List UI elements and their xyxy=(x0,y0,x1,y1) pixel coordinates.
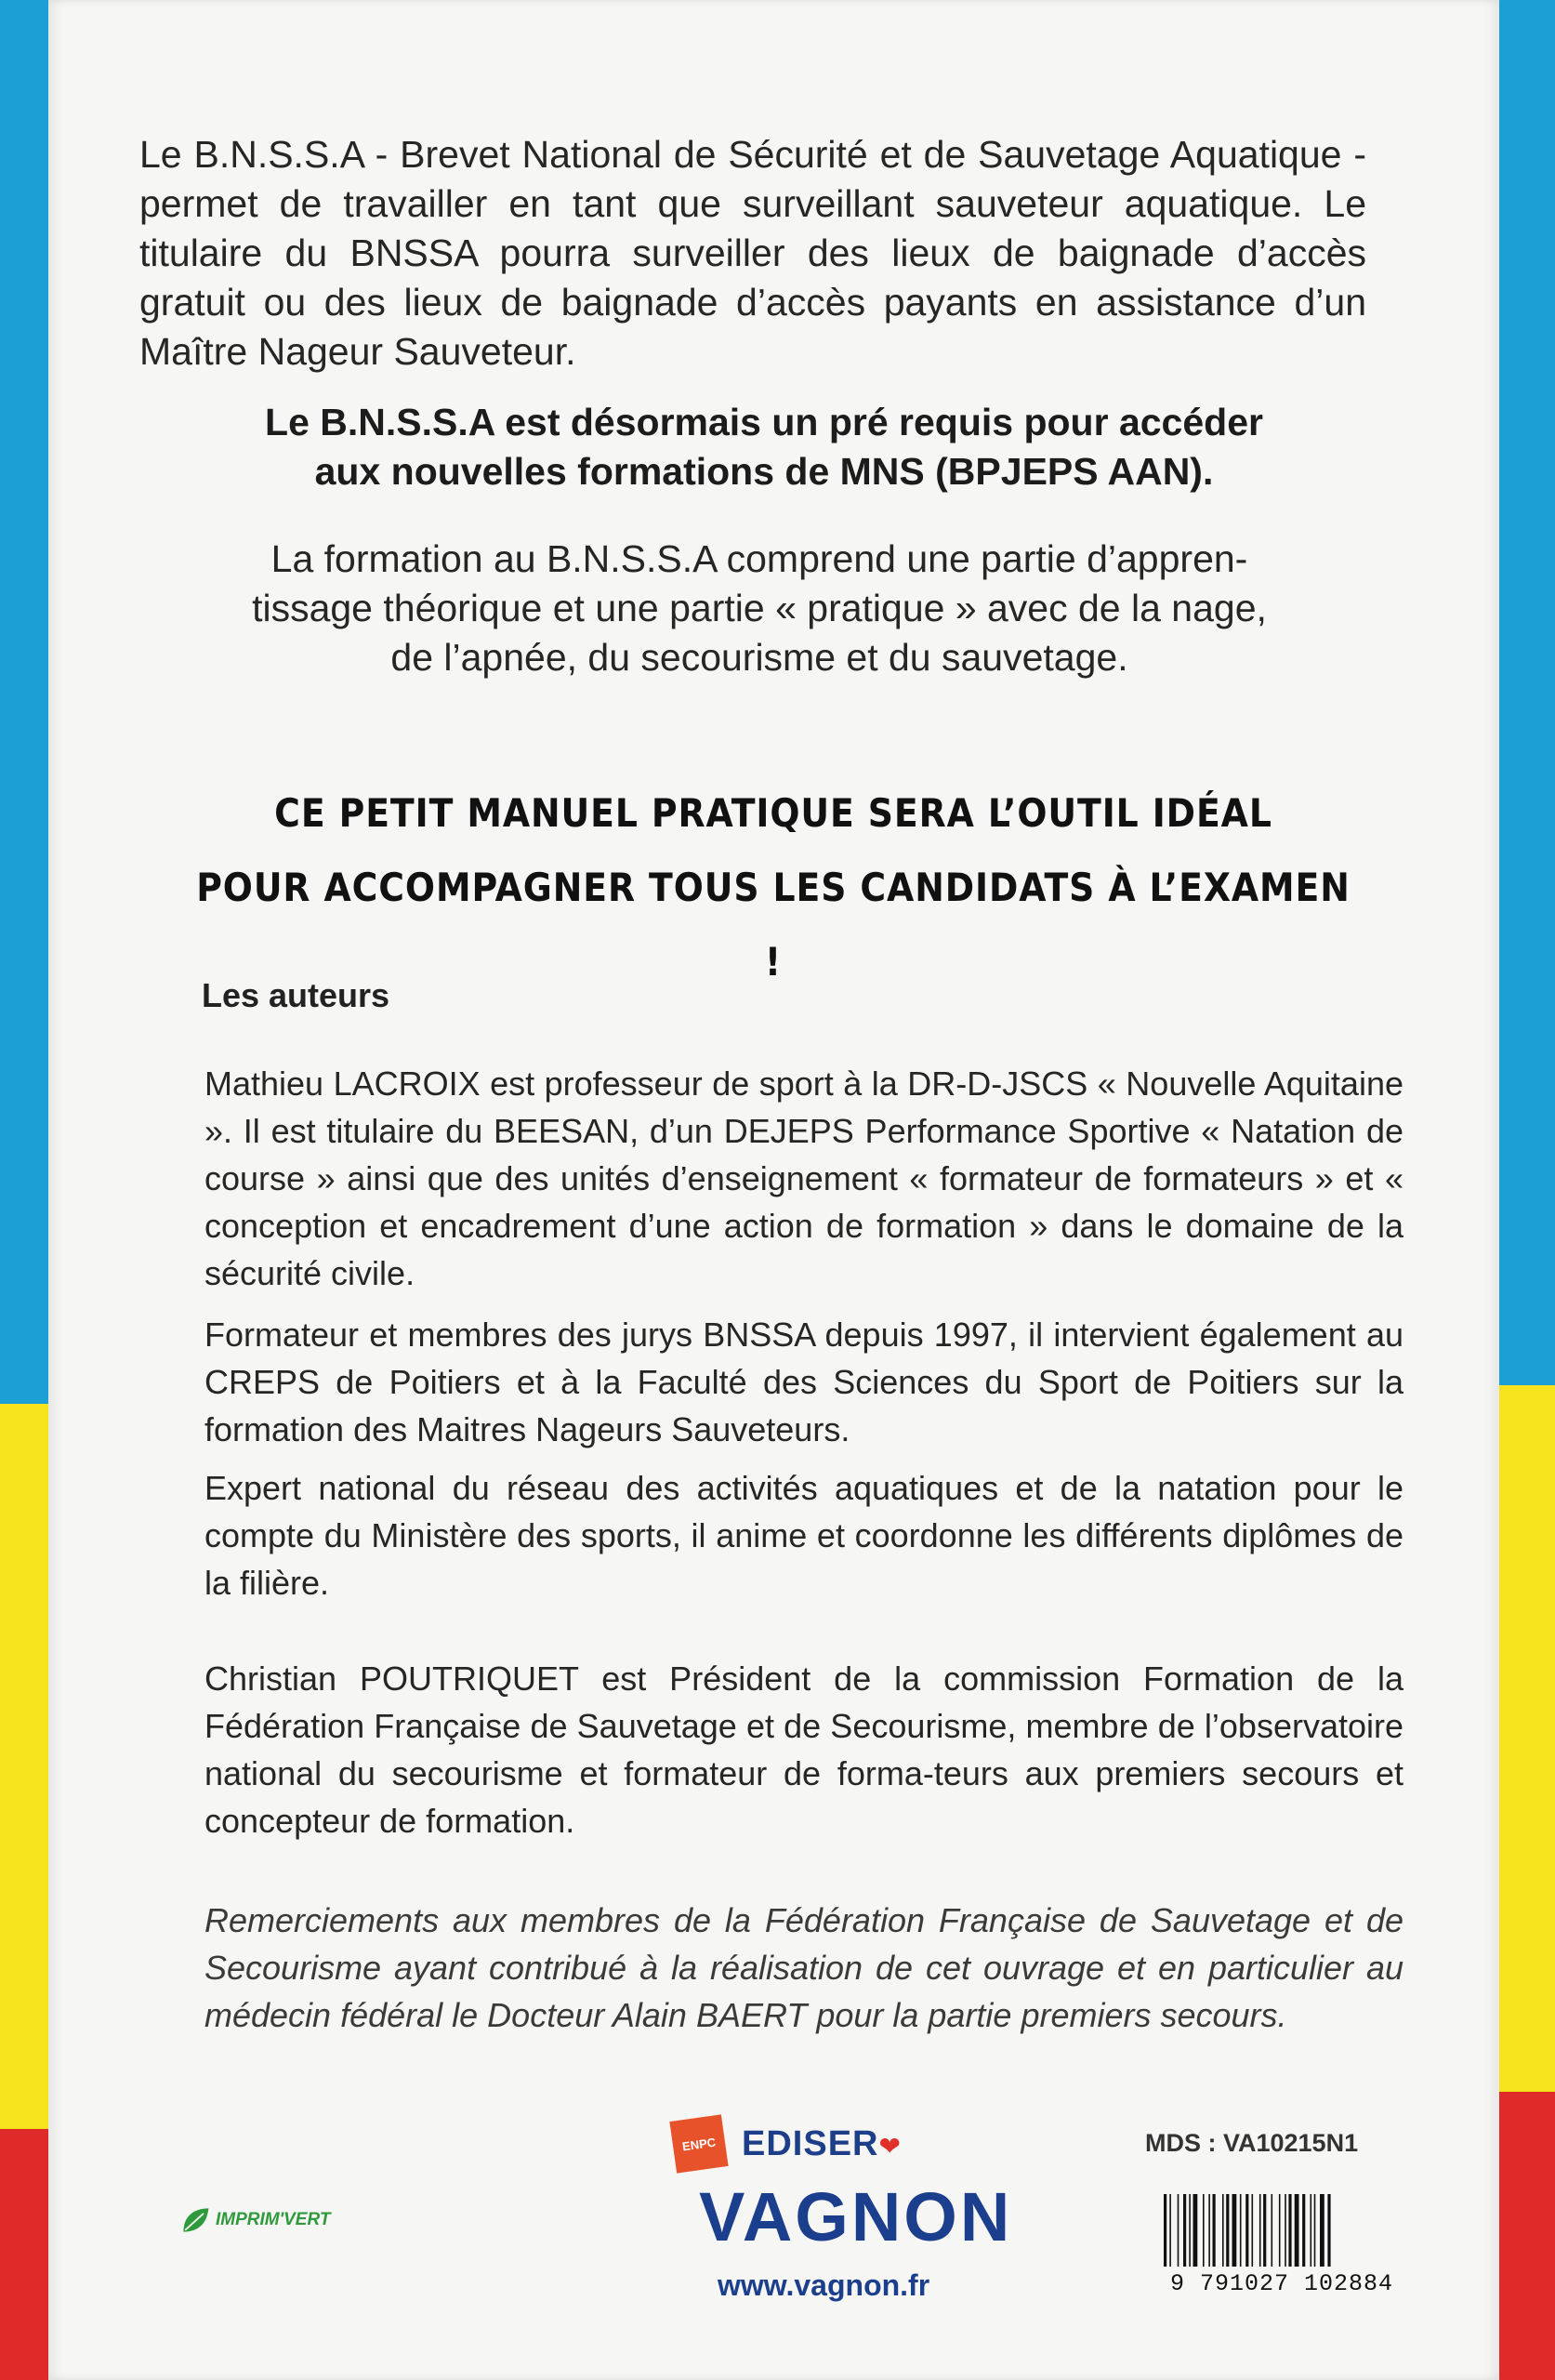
right-band-red xyxy=(1499,2092,1555,2380)
left-band-blue xyxy=(0,0,48,1404)
left-band-yellow xyxy=(0,1404,48,2129)
author-bio-lacroix-expert: Expert national du réseau des activités aquatiques et de la natation pour le compte du Ministère des sports, il anime et coordonne les différents diplômes de la filière. xyxy=(204,1469,1403,1602)
intro-bold-statement xyxy=(151,398,1377,496)
mds-code: MDS : VA10215N1 xyxy=(1145,2129,1359,2157)
vagnon-logo: VAGNON xyxy=(699,2178,1013,2255)
intro-paragraph: Le B.N.S.S.A - Brevet National de Sécurité et de Sauvetage Aquatique - permet de travailler en tant que surveillant sauveteur aquatique. Le titulaire du BNSSA pourra surveiller des lieux de baignade d’accès gratuit ou des lieux de baignade d’accès payants en assistance d’un Maître Nageur Sauveteur. xyxy=(139,133,1366,373)
author-bio-lacroix-jury: Formateur et membres des jurys BNSSA depuis 1997, il intervient également au CREPS de Poitiers et à la Faculté des Sciences du Sport de Poitiers sur la formation des Maitres Nageurs Sauveteurs. xyxy=(204,1316,1403,1448)
barcode-bars xyxy=(1160,2194,1403,2267)
left-color-band xyxy=(0,0,48,2380)
authors-heading: Les auteurs xyxy=(202,976,390,1014)
barcode xyxy=(1160,2194,1403,2297)
imprimvert-logo xyxy=(178,2203,330,2237)
right-color-band xyxy=(1499,0,1555,2380)
heart-icon: ❤ xyxy=(878,2131,901,2161)
acknowledgements: Remerciements aux membres de la Fédération Française de Sauvetage et de Secourisme ayant contribué à la réalisation de cet ouvrage et en particulier au médecin fédéral le Docteur Alain BAERT pour la partie premiers secours. xyxy=(204,1901,1403,2034)
right-band-blue xyxy=(1499,0,1555,1385)
formation-line-1: La formation au B.N.S.S.A comprend une partie d’appren- xyxy=(270,537,1248,580)
author-bio-poutriquet: Christian POUTRIQUET est Président de la commission Formation de la Fédération Française de Sauvetage et de Secourisme, membre de l’observatoire national du secourisme et formateur de forma-teurs aux premiers secours et concepteur de formation. xyxy=(204,1659,1403,1840)
formation-line-3: de l’apnée, du secourisme et du sauvetage. xyxy=(390,636,1128,679)
author-bio-lacroix: Mathieu LACROIX est professeur de sport à la DR-D-JSCS « Nouvelle Aquitaine ». Il est titulaire du BEESAN, d’un DEJEPS Performance Sportive « Natation de course » ainsi que des unités d’enseignement « formateur de formateurs » et « conception et encadrement d’une action de formation » dans le domaine de la sécurité civile. xyxy=(204,1064,1403,1292)
enpc-logo: ENPC xyxy=(669,2114,728,2173)
leaf-icon xyxy=(178,2203,212,2237)
back-cover-page xyxy=(48,0,1499,2380)
right-band-yellow xyxy=(1499,1385,1555,2092)
ediser-label: EDISER xyxy=(742,2123,879,2163)
headline-line-2: POUR ACCOMPAGNER TOUS LES CANDIDATS À L’EXAMEN ! xyxy=(196,865,1351,985)
isbn-number: 9 791027 102884 xyxy=(1169,2270,1394,2297)
formation-paragraph xyxy=(137,535,1382,682)
ediser-logo xyxy=(742,2124,901,2164)
imprimvert-label: IMPRIM'VERT xyxy=(216,2210,331,2229)
publisher-logos xyxy=(673,2118,901,2170)
intro-bold-line-1: Le B.N.S.S.A est désormais un pré requis pour accéder xyxy=(265,401,1263,443)
left-band-red xyxy=(0,2129,48,2380)
formation-line-2: tissage théorique et une partie « pratique » avec de la nage, xyxy=(252,587,1267,629)
headline-line-1: CE PETIT MANUEL PRATIQUE SERA L’OUTIL IDÉAL xyxy=(274,790,1272,836)
headline xyxy=(188,776,1359,999)
intro-bold-line-2: aux nouvelles formations de MNS (BPJEPS AAN). xyxy=(314,450,1214,493)
publisher-website: www.vagnon.fr xyxy=(718,2268,930,2302)
